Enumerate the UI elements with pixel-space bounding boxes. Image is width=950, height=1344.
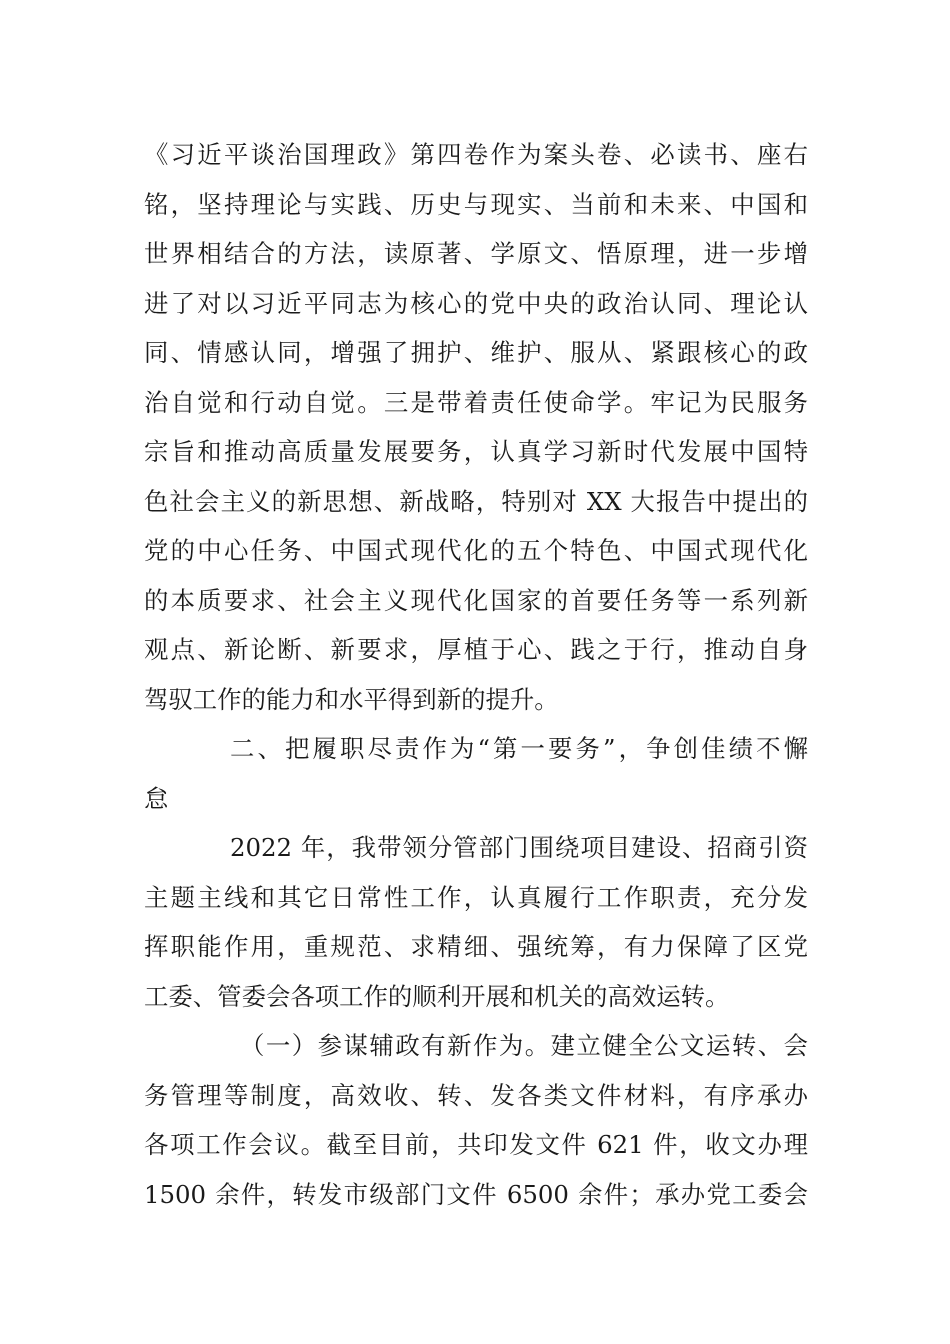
text-line: 铭，坚持理论与实践、历史与现实、当前和未来、中国和 [144,189,808,219]
text-line: 的本质要求、社会主义现代化国家的首要任务等一系列新 [144,585,808,615]
subsection-heading: （一）参谋辅政有新作为。建立健全公文运转、会 [240,1031,808,1060]
text-line: 各项工作会议。截至目前，共印发文件 621 件，收文办理 [144,1130,808,1159]
text-line: 驾驭工作的能力和水平得到新的提升。 [144,684,559,714]
text-line: 宗旨和推动高质量发展要务，认真学习新时代发展中国特 [144,437,808,466]
section-heading-continuation: 怠 [144,783,169,813]
text-line: 治自觉和行动自觉。三是带着责任使命学。牢记为民服务 [144,387,808,417]
text-line: 党的中心任务、中国式现代化的五个特色、中国式现代化 [144,536,808,565]
paragraph-first-line: 2022 年，我带领分管部门围绕项目建设、招商引资 [230,833,808,862]
text-line: 挥职能作用，重规范、求精细、强统筹，有力保障了区党 [144,932,808,961]
text-line: 《习近平谈治国理政》第四卷作为案头卷、必读书、座右 [144,140,808,169]
body-text [144,130,808,1219]
text-line: 工委、管委会各项工作的顺利开展和机关的高效运转。 [144,981,730,1011]
text-line: 世界相结合的方法，读原著、学原文、悟原理，进一步增 [144,239,808,268]
text-line: 同、情感认同，增强了拥护、维护、服从、紧跟核心的政 [144,338,808,367]
section-heading: 二、把履职尽责作为“第一要务”，争创佳绩不懈 [230,734,808,763]
text-line: 色社会主义的新思想、新战略，特别对 XX 大报告中提出的 [144,486,808,516]
text-line: 主题主线和其它日常性工作，认真履行工作职责，充分发 [144,882,808,912]
text-line: 观点、新论断、新要求，厚植于心、践之于行，推动自身 [144,635,808,664]
text-line: 务管理等制度，高效收、转、发各类文件材料，有序承办 [144,1080,808,1110]
text-line: 进了对以习近平同志为核心的党中央的政治认同、理论认 [144,288,808,318]
text-line: 1500 余件，转发市级部门文件 6500 余件；承办党工委会 [144,1179,808,1209]
